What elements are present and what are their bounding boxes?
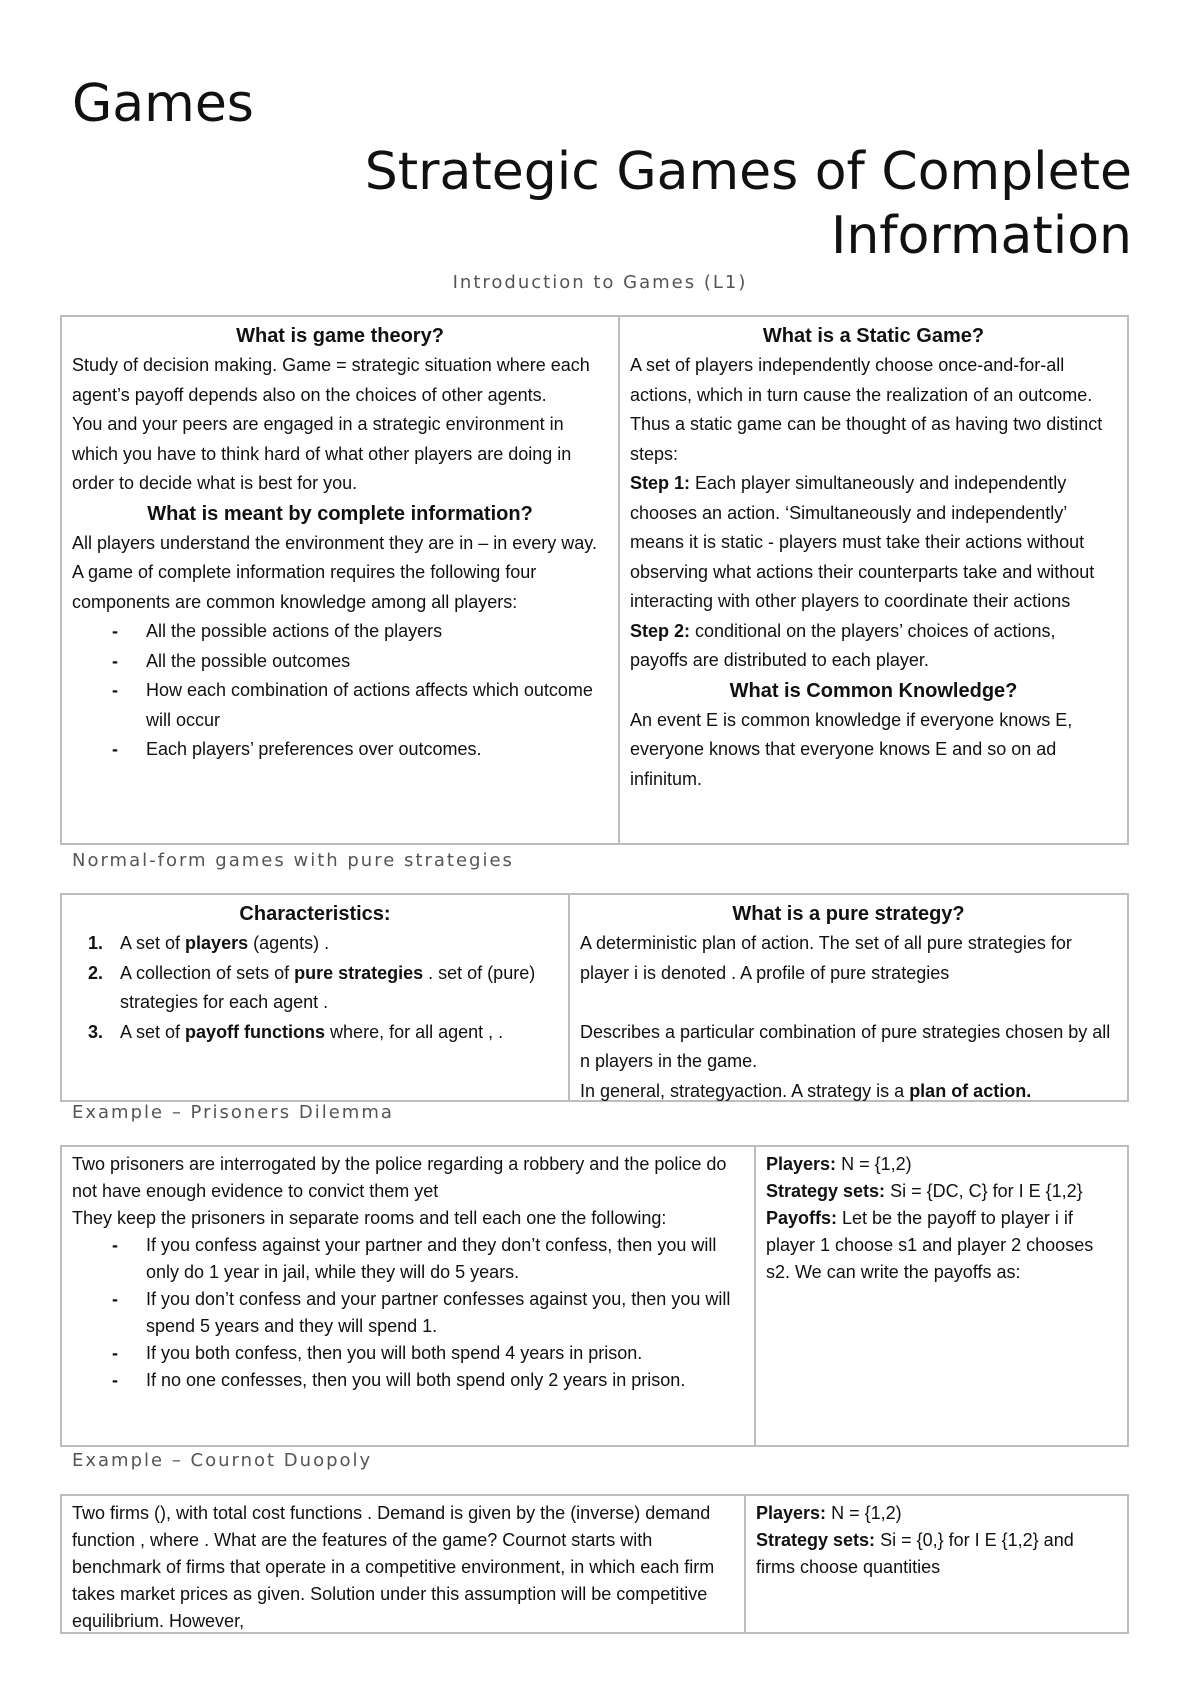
blank-line	[580, 988, 1117, 1018]
answer-complete-information: All players understand the environment they are in – in every way. A game of complete information requires the following four components are common knowledge among all players:	[72, 532, 597, 612]
text-run-bold: players	[185, 933, 249, 953]
strategy-sets-label: Strategy sets:	[766, 1181, 886, 1201]
pure-strategy-profile: Describes a particular combination of pure strategies chosen by all n players in the game.	[580, 1021, 1111, 1071]
players-text: N = {1,2)	[836, 1154, 912, 1174]
players-line	[766, 1151, 1117, 1178]
step-1-label: Step 1:	[630, 473, 691, 493]
page-title: Games	[72, 74, 254, 134]
list-item: - If you don’t confess and your partner confesses against you, then you will spend 5 years and they will spend 1.	[112, 1286, 744, 1340]
players-line	[756, 1500, 1117, 1527]
section-heading-prisoners-dilemma: Example – Prisoners Dilemma	[72, 1102, 394, 1123]
prisoners-formal-cell	[754, 1147, 1127, 1445]
page-subtitle	[232, 140, 1132, 268]
components-list	[72, 617, 608, 765]
list-item: - All the possible actions of the players	[112, 617, 608, 647]
question-static-game: What is a Static Game?	[762, 325, 985, 347]
intro-table	[60, 315, 1129, 845]
prisoners-dilemma-table	[60, 1145, 1129, 1447]
intro-right-cell	[618, 317, 1127, 843]
list-item	[108, 959, 558, 1018]
payoffs-text: Let be the payoff to player i if player 1 choose s1 and player 2 chooses s2. We can write the payoffs as:	[766, 1208, 1094, 1282]
answer-static-game: A set of players independently choose once-and-for-all actions, which in turn cause the realization of an outcome. Thus a static game can be thought of as having two distinct steps:	[630, 355, 1103, 464]
pure-strategy-cell	[568, 895, 1127, 1100]
cournot-formal-cell	[744, 1496, 1127, 1632]
characteristics-list	[72, 929, 558, 1047]
text-run: A collection of sets of	[120, 962, 295, 983]
question-game-theory: What is game theory?	[236, 325, 444, 347]
list-item: - If you confess against your partner and they don’t confess, then you will only do 1 year in jail, while they will do 5 years.	[112, 1232, 744, 1286]
normal-form-table	[60, 893, 1129, 1102]
section-heading-cournot: Example – Cournot Duopoly	[72, 1450, 373, 1471]
answer-common-knowledge: An event E is common knowledge if everyone knows E, everyone knows that everyone knows E and so on ad infinitum.	[630, 709, 1073, 789]
strategy-sets-text: Si = {0,} for I E {1,2} and firms choose quantities	[756, 1530, 1074, 1577]
answer-game-theory-2: You and your peers are engaged in a strategic environment in which you have to think hard of what other players are doing in order to decide what is best for you.	[72, 414, 572, 493]
strategy-sets-line	[766, 1178, 1117, 1205]
strategy-sets-line	[756, 1527, 1117, 1581]
cournot-description: Two firms (), with total cost functions . Demand is given by the (inverse) demand function , where . What are the features of the game? Cournot starts with benchmark of firms that operate in a competitive environment, in which each firm takes market prices as given. Solution under this assumption will be competitive equilibrium. However,	[72, 1503, 715, 1631]
text-run: In general, strategyaction. A strategy is a	[580, 1080, 910, 1101]
list-item: - If you both confess, then you will both spend 4 years in prison.	[112, 1340, 744, 1367]
pure-strategy-heading: What is a pure strategy?	[732, 903, 965, 925]
subtitle-line-2: Information	[830, 206, 1132, 266]
section-heading-normal-form: Normal-form games with pure strategies	[72, 850, 514, 871]
pure-strategy-definition: A deterministic plan of action. The set of all pure strategies for player i is denoted . A profile of pure strategies	[580, 933, 1072, 983]
text-run: A set of	[120, 933, 186, 953]
strategy-sets-label: Strategy sets:	[756, 1530, 876, 1550]
prisoners-intro: Two prisoners are interrogated by the police regarding a robbery and the police do not have enough evidence to convict them yet	[72, 1154, 727, 1201]
list-item: - Each players’ preferences over outcomes.	[112, 735, 608, 765]
step-1-text: Each player simultaneously and independently chooses an action. ‘Simultaneously and independently’ means it is static - players must take their actions without observing what actions their counterparts take and without interacting with other players to coordinate their actions	[630, 473, 1095, 611]
cournot-story-cell	[62, 1496, 744, 1632]
step-2	[630, 617, 1117, 676]
strategy-sets-text: Si = {DC, C} for I E {1,2}	[885, 1181, 1083, 1201]
cournot-table	[60, 1494, 1129, 1634]
players-label: Players:	[756, 1503, 827, 1523]
list-item: - How each combination of actions affects which outcome will occur	[112, 676, 608, 735]
list-item	[108, 929, 558, 959]
players-label: Players:	[766, 1154, 837, 1174]
text-run: where, for all agent , .	[325, 1021, 504, 1042]
characteristics-cell	[62, 895, 568, 1100]
prisoners-setup: They keep the prisoners in separate rooms and tell each one the following:	[72, 1208, 667, 1228]
step-1	[630, 469, 1117, 617]
step-2-label: Step 2:	[630, 620, 691, 641]
question-common-knowledge: What is Common Knowledge?	[729, 679, 1018, 702]
text-run: . set of (pure) strategies for each agent .	[120, 962, 536, 1012]
text-run: (agents) .	[248, 933, 330, 953]
prisoners-outcomes-list	[72, 1232, 744, 1394]
text-run: A set of	[120, 1021, 186, 1042]
list-item	[108, 1018, 558, 1048]
step-2-text: conditional on the players’ choices of actions, payoffs are distributed to each player.	[630, 620, 1056, 670]
list-item: - If no one confesses, then you will both spend only 2 years in prison.	[112, 1367, 744, 1394]
pure-strategy-general	[580, 1077, 1117, 1107]
answer-game-theory-1: Study of decision making. Game = strategic situation where each agent’s payoff depends also on the choices of other agents.	[72, 355, 590, 405]
payoffs-line	[766, 1205, 1117, 1286]
list-item: - All the possible outcomes	[112, 647, 608, 677]
text-run-bold: pure strategies	[294, 962, 424, 983]
payoffs-label: Payoffs:	[766, 1208, 838, 1228]
players-text: N = {1,2)	[826, 1503, 902, 1523]
intro-left-cell	[62, 317, 618, 843]
section-heading-intro: Introduction to Games (L1)	[452, 272, 748, 293]
text-run-bold: payoff functions	[185, 1021, 326, 1042]
question-complete-information: What is meant by complete information?	[147, 502, 533, 525]
text-run-bold: plan of action.	[909, 1080, 1032, 1101]
subtitle-line-1: Strategic Games of Complete	[364, 142, 1132, 202]
characteristics-heading: Characteristics:	[239, 903, 391, 925]
prisoners-story-cell	[62, 1147, 754, 1445]
